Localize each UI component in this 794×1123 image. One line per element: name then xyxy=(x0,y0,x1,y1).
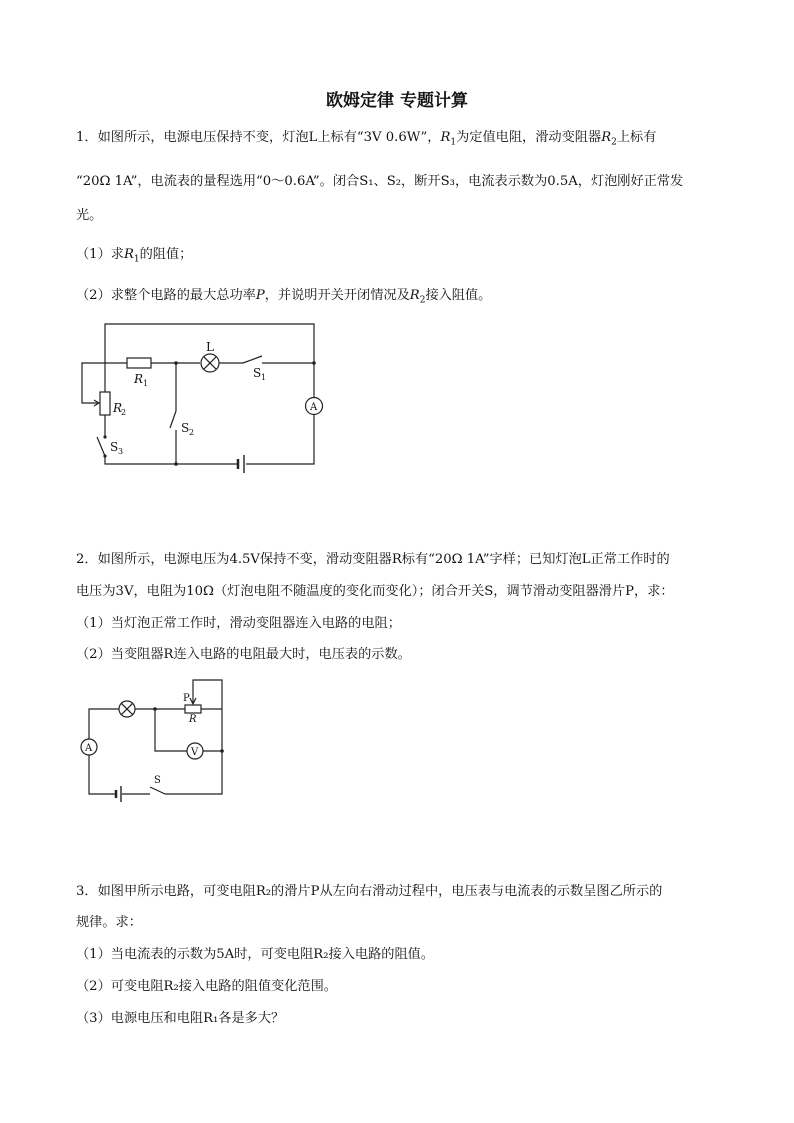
q1-line-3: 光。 xyxy=(76,208,103,223)
r1-subscript: 1 xyxy=(450,137,457,148)
r2-label: R xyxy=(113,401,123,415)
rheostat-r xyxy=(185,705,201,713)
r1-label-sub: 1 xyxy=(143,379,149,388)
q1-sub2-text-b: ，并说明开关开闭情况及 xyxy=(264,288,410,303)
power-symbol: P xyxy=(255,288,265,303)
s2-label: S xyxy=(181,421,190,435)
rheostat-r-label: R xyxy=(189,714,197,725)
r2-subscript: 2 xyxy=(419,295,426,306)
q3-line-1: 3．如图甲所示电路，可变电阻R₂的滑片P从左向右滑动过程中，电压表与电流表的示数呈图乙所示的 xyxy=(76,884,663,899)
s3-label: S xyxy=(110,440,119,454)
q1-line-1a: 1．如图所示，电源电压保持不变，灯泡L上标有“3V 0.6W”， xyxy=(76,130,441,145)
q1-line-1c: 上标有 xyxy=(616,130,657,145)
r2-symbol: R xyxy=(409,288,420,303)
r1-subscript: 1 xyxy=(133,254,140,265)
q3-sub-question-3: （3）电源电压和电阻R₁各是多大？ xyxy=(76,1011,285,1026)
r2-symbol: R xyxy=(601,130,612,145)
q2-line-2: 电压为3V，电阻为10Ω（灯泡电阻不随温度的变化而变化）；闭合开关S，调节滑动变阻器滑片P，求： xyxy=(76,584,674,599)
q2-sub-question-2: （2）当变阻器R连入电路的电阻最大时，电压表的示数。 xyxy=(76,647,411,662)
r2-subscript: 2 xyxy=(611,137,617,148)
voltmeter-label: V xyxy=(191,747,199,758)
switch-s-label: S xyxy=(154,775,161,786)
s3-label-sub: 3 xyxy=(118,447,124,456)
s1-label-sub: 1 xyxy=(261,373,267,382)
slider-p-label: P xyxy=(183,693,190,704)
r1-symbol: R xyxy=(440,130,451,145)
q1-line-1b: 为定值电阻，滑动变阻器 xyxy=(456,130,602,145)
q3-line-2: 规律。求： xyxy=(76,915,142,930)
s1-label: S xyxy=(253,366,262,380)
q1-sub1-text-b: 的阻值； xyxy=(139,247,193,262)
ammeter-label: A xyxy=(310,402,318,413)
r1-label: R xyxy=(134,372,144,386)
q2-sub-question-1: （1）当灯泡正常工作时，滑动变阻器连入电路的电阻； xyxy=(76,616,401,631)
q1-sub2-text-a: （2）求整个电路的最大总功率 xyxy=(76,288,256,303)
r2-label-sub: 2 xyxy=(121,408,127,417)
q3-sub-question-1: （1）当电流表的示数为5A时，可变电阻R₂接入电路的阻值。 xyxy=(76,947,435,962)
q1-line-2: “20Ω 1A”，电流表的量程选用“0～0.6A”。闭合S₁、S₂，断开S₃，电流表示数为0.5A，灯泡刚好正常发 xyxy=(76,174,684,189)
page-title: 欧姆定律 专题计算 xyxy=(326,91,468,111)
r1-symbol: R xyxy=(123,247,134,262)
q1-sub1-text-a: （1）求 xyxy=(76,247,124,262)
q1-sub2-text-c: 接入阻值。 xyxy=(425,288,492,303)
ammeter-label: A xyxy=(85,743,93,754)
s2-label-sub: 2 xyxy=(189,428,195,437)
q2-line-1: 2．如图所示，电源电压为4.5V保持不变，滑动变阻器R标有“20Ω 1A”字样；已知灯泡L正常工作时的 xyxy=(76,552,670,567)
switch-s xyxy=(150,787,165,794)
lamp-label: L xyxy=(206,340,214,354)
q3-sub-question-2: （2）可变电阻R₂接入电路的阻值变化范围。 xyxy=(76,979,337,994)
